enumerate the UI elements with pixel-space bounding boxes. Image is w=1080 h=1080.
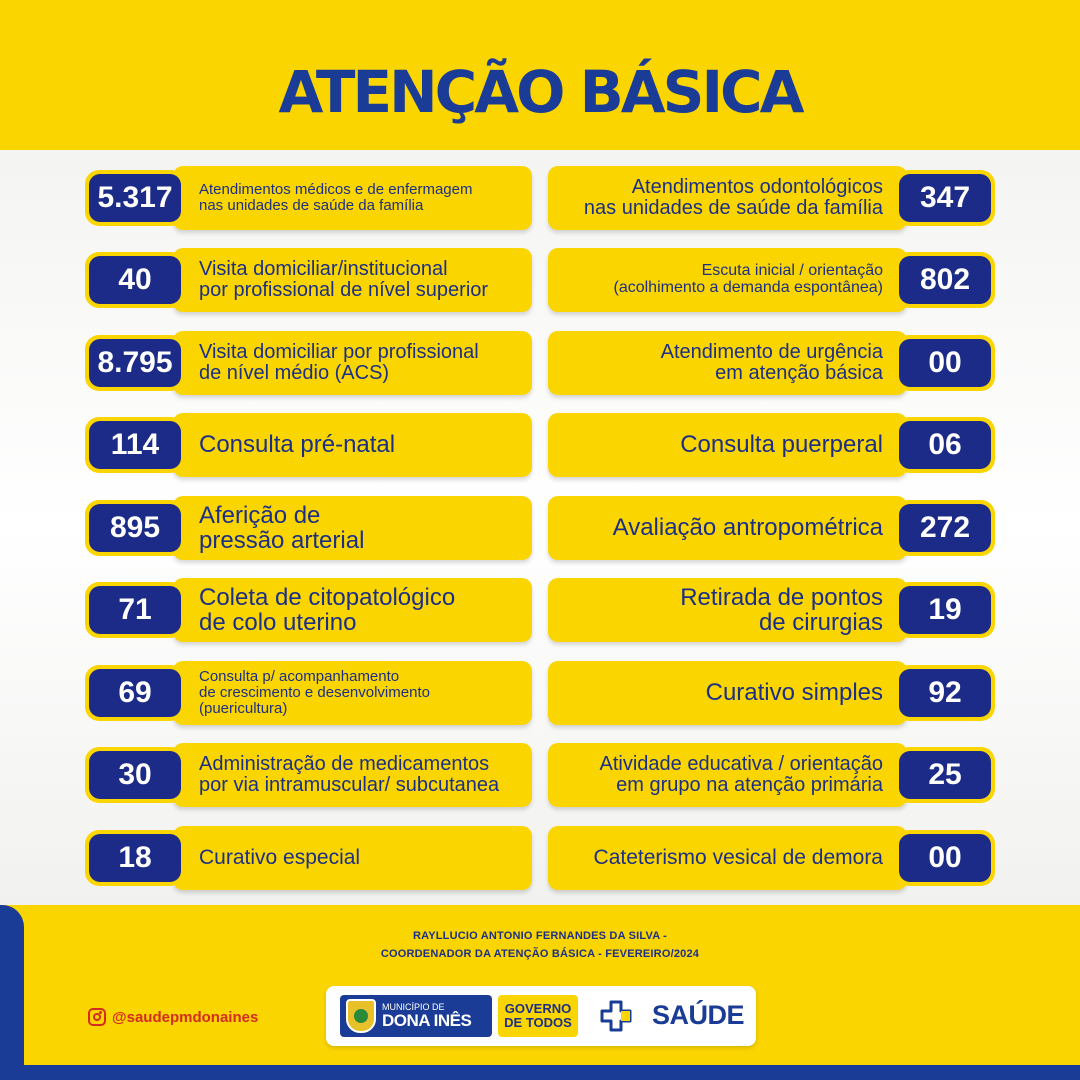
- stat-row: [85, 826, 532, 890]
- stat-label: Visita domiciliar/institucional por profissional de nível superior: [199, 258, 489, 301]
- stat-label: Aferição de pressão arterial: [199, 501, 365, 554]
- stat-label-box: [173, 578, 532, 642]
- stat-value-badge: [85, 335, 185, 391]
- stat-value: 895: [89, 504, 181, 552]
- stat-row: [548, 743, 995, 807]
- stat-value: 114: [89, 421, 181, 469]
- stat-value: 802: [899, 256, 991, 304]
- stat-label-box: [548, 331, 907, 395]
- stat-value-badge: [895, 335, 995, 391]
- governo-logo: [498, 995, 578, 1037]
- stat-value: 18: [89, 834, 181, 882]
- stat-value: 69: [89, 669, 181, 717]
- coordinator-credit: [290, 928, 790, 963]
- saude-logo-text: SAÚDE: [652, 1000, 745, 1030]
- stat-row: [548, 413, 995, 477]
- stat-row: [85, 166, 532, 230]
- stat-row: [548, 578, 995, 642]
- page-title: ATENÇÃO BÁSICA: [278, 58, 802, 126]
- stat-value: 30: [89, 751, 181, 799]
- stat-row: [548, 496, 995, 560]
- stat-label-box: [548, 496, 907, 560]
- stat-label-box: [173, 826, 532, 890]
- stat-label-box: [548, 166, 907, 230]
- stat-row: [85, 743, 532, 807]
- stat-label-box: [173, 166, 532, 230]
- stat-row: [548, 661, 995, 725]
- governo-line-2: DE TODOS: [504, 1015, 572, 1030]
- stat-row: [548, 826, 995, 890]
- stat-value-badge: [895, 170, 995, 226]
- stat-label: Curativo simples: [705, 679, 883, 707]
- stat-label-box: [173, 661, 532, 725]
- stat-value: 00: [899, 339, 991, 387]
- stat-value-badge: [895, 582, 995, 638]
- stat-label: Administração de medicamentos por via intramuscular/ subcutanea: [199, 753, 500, 796]
- stat-value-badge: [85, 170, 185, 226]
- stat-label: Escuta inicial / orientação (acolhimento a demanda espontânea): [613, 262, 883, 296]
- stat-value-badge: [85, 830, 185, 886]
- stat-label-box: [548, 248, 907, 312]
- stat-label-box: [173, 413, 532, 477]
- stat-row: [85, 496, 532, 560]
- credit-line-1: RAYLLUCIO ANTONIO FERNANDES DA SILVA -: [412, 930, 668, 942]
- health-cross-icon: [598, 1000, 634, 1032]
- stat-label: Atendimento de urgência em atenção básica: [660, 341, 883, 384]
- stat-label: Atendimentos médicos e de enfermagem nas unidades de saúde da família: [199, 181, 473, 214]
- stat-value: 8.795: [89, 339, 181, 387]
- stat-label: Consulta puerperal: [680, 431, 883, 459]
- stat-value-badge: [85, 500, 185, 556]
- stat-value: 5.317: [89, 174, 181, 222]
- stat-value: 06: [899, 421, 991, 469]
- stat-label-box: [548, 661, 907, 725]
- corner-decoration: [0, 905, 24, 1065]
- municipio-logo: [340, 995, 492, 1037]
- stat-label: Consulta p/ acompanhamento de crescimento e desenvolvimento (puericultura): [199, 668, 430, 717]
- instagram-text: @saudepmdonaines: [112, 1008, 259, 1026]
- stat-value-badge: [895, 665, 995, 721]
- stat-label-box: [173, 248, 532, 312]
- stat-label: Consulta pré-natal: [199, 431, 396, 459]
- crest-icon: [346, 999, 376, 1033]
- stat-value: 25: [899, 751, 991, 799]
- stat-label-box: [548, 743, 907, 807]
- stat-row: [85, 248, 532, 312]
- stat-row: [85, 331, 532, 395]
- stat-value-badge: [895, 252, 995, 308]
- stat-value-badge: [895, 830, 995, 886]
- stat-value: 347: [899, 174, 991, 222]
- stat-value-badge: [85, 582, 185, 638]
- header-band: [0, 0, 1080, 150]
- stat-label-box: [548, 413, 907, 477]
- stat-row: [85, 578, 532, 642]
- municipio-name: DONA INÊS: [382, 1011, 472, 1030]
- stat-label: Curativo especial: [199, 845, 361, 869]
- stat-label: Atendimentos odontológicos nas unidades de saúde da família: [583, 176, 883, 219]
- stat-value-badge: [85, 252, 185, 308]
- stat-value-badge: [85, 417, 185, 473]
- stat-value: 272: [899, 504, 991, 552]
- stat-value-badge: [895, 500, 995, 556]
- stat-label: Coleta de citopatológico de colo uterino: [199, 583, 456, 636]
- governo-line-1: GOVERNO: [504, 1001, 572, 1017]
- stat-value: 71: [89, 586, 181, 634]
- stat-row: [548, 331, 995, 395]
- stat-value: 19: [899, 586, 991, 634]
- instagram-handle[interactable]: [88, 1008, 258, 1026]
- stat-value: 92: [899, 669, 991, 717]
- stat-row: [85, 413, 532, 477]
- stat-label: Atividade educativa / orientação em grupo na atenção primária: [599, 753, 883, 796]
- stat-label-box: [173, 331, 532, 395]
- instagram-icon: [88, 1008, 106, 1026]
- stat-value-badge: [895, 417, 995, 473]
- stat-row: [548, 248, 995, 312]
- stat-value-badge: [895, 747, 995, 803]
- stat-label-box: [548, 826, 907, 890]
- stat-label: Visita domiciliar por profissional de nível médio (ACS): [199, 341, 479, 384]
- stat-label: Avaliação antropométrica: [612, 514, 883, 542]
- stat-value: 40: [89, 256, 181, 304]
- credit-line-2: COORDENADOR DA ATENÇÃO BÁSICA - FEVEREIRO/2024: [380, 947, 700, 960]
- stat-value-badge: [85, 665, 185, 721]
- stat-label-box: [173, 496, 532, 560]
- logo-card: [326, 986, 756, 1046]
- municipio-small-text: MUNICÍPIO DE: [382, 1002, 445, 1012]
- bottom-stripe: [0, 1065, 1080, 1080]
- stat-row: [85, 661, 532, 725]
- stat-value-badge: [85, 747, 185, 803]
- stat-label-box: [548, 578, 907, 642]
- stat-label: Retirada de pontos de cirurgias: [680, 583, 883, 636]
- stat-label: Cateterismo vesical de demora: [593, 845, 883, 869]
- stat-label-box: [173, 743, 532, 807]
- stat-row: [548, 166, 995, 230]
- stat-value: 00: [899, 834, 991, 882]
